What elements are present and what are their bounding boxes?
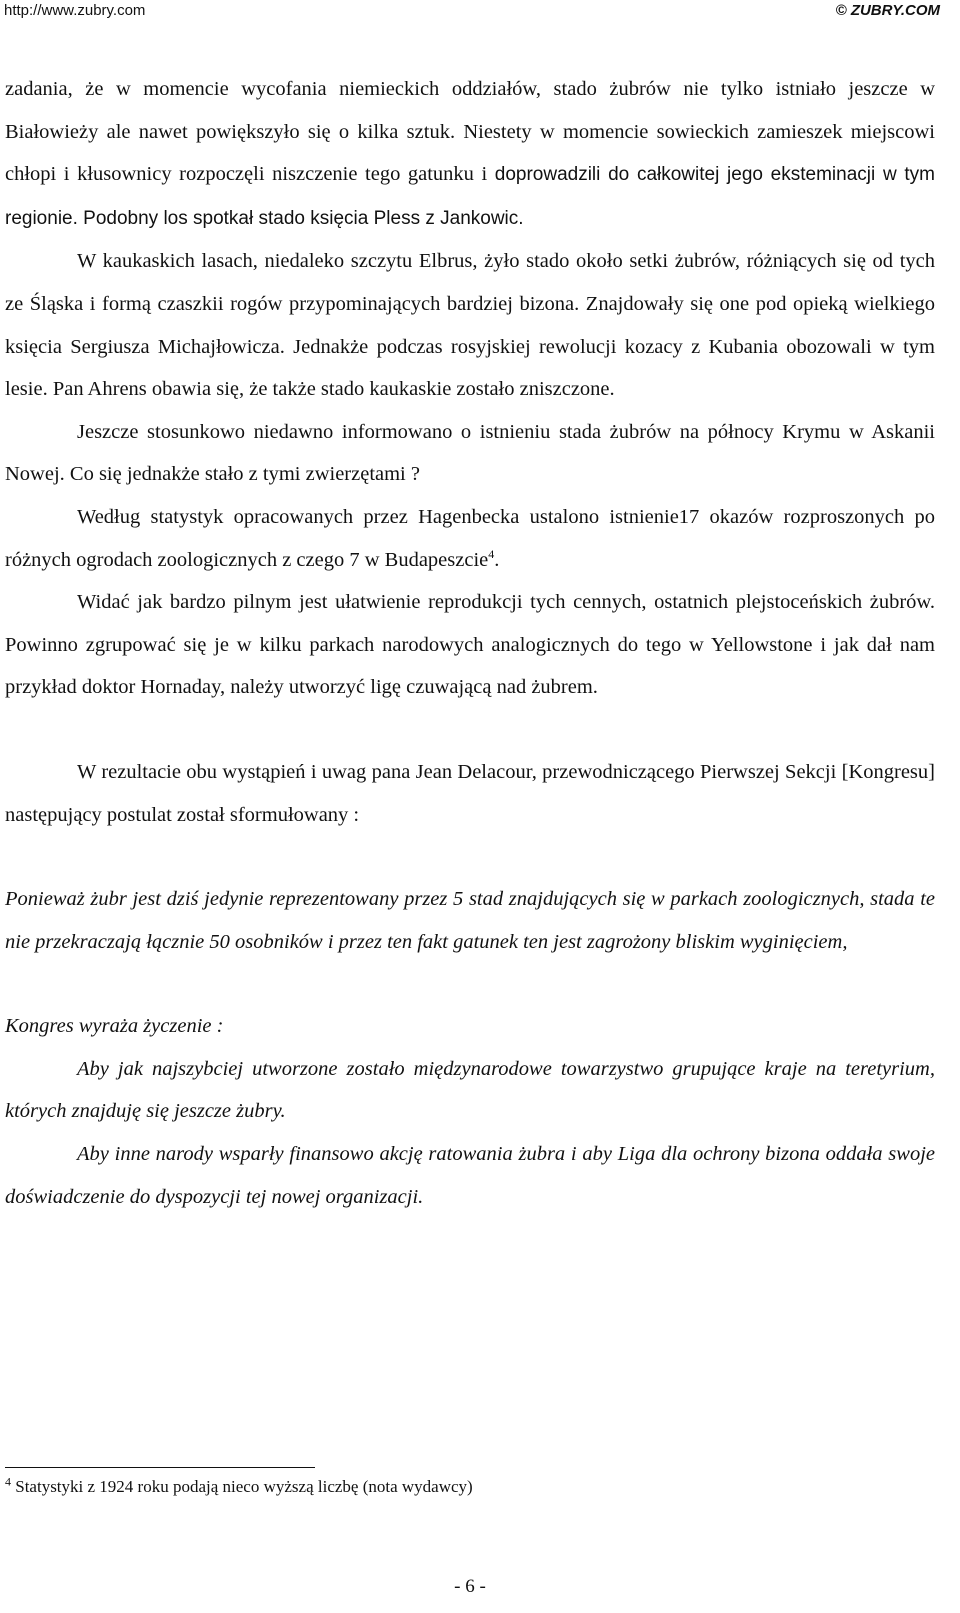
resolution-heading: Kongres wyraża życzenie : <box>5 1015 224 1038</box>
resolution-preamble: Ponieważ żubr jest dziś jedynie reprezentowany przez 5 stad znajdujących się w parkach zoologicznych, stada te nie przekraczają łącznie 50 osobników i przez ten fakt gatunek ten jest zagrożony bliskim wyginięciem, <box>5 888 935 953</box>
page-number: - 6 - <box>454 1576 486 1597</box>
paragraph-6: W rezultacie obu wystąpień i uwag pana Jean Delacour, przewodniczącego Pierwszej Sekcji [Kongresu] następujący postulat został sformułowany : <box>5 760 935 826</box>
paragraph-5: Widać jak bardzo pilnym jest ułatwienie reprodukcji tych cennych, ostatnich plejstoceńskich żubrów. Powinno zgrupować się je w kilku parkach narodowych analogicznych do tego w Yellowstone i jak dał nam przykład doktor Hornaday, należy utworzyć ligę czuwającą nad żubrem. <box>5 591 935 699</box>
paragraph-1-serif-part: zadania, że w momencie wycofania niemieckich oddziałów, stado żubrów nie tylko istniało jeszcze w Białowieży ale nawet powiększyło się o kilka sztuk. Niestety w momencie sowieckich zamieszek miejscowi chłopi i kłusownicy rozpoczęli niszczenie tego gatunku i <box>5 78 935 186</box>
paragraph-1 <box>5 68 935 240</box>
paragraph-4-text: Według statystyk opracowanych przez Hagenbecka ustalono istnienie17 okazów rozproszonych po różnych ogrodach zoologicznych z czego 7 w Budapeszcie <box>5 505 935 571</box>
spacer <box>5 709 935 751</box>
footnote-reference: 4 <box>488 546 495 561</box>
spacer <box>5 963 935 1005</box>
footnote-number: 4 <box>5 1474 11 1489</box>
spacer <box>5 836 935 878</box>
page-header <box>4 2 940 24</box>
paragraph-1-sans-part: doprowadzili do całkowitej jego eksteminacji w tym regionie. Podobny los spotkał stado księcia Pless z Jankowic. <box>5 164 935 229</box>
footnote <box>5 1472 905 1502</box>
paragraph-3: Jeszcze stosunkowo niedawno informowano o istnieniu stada żubrów na północy Krymu w Askanii Nowej. Co się jednakże stało z tymi zwierzętami ? <box>5 420 935 486</box>
footnote-divider <box>5 1467 315 1468</box>
paragraph-4 <box>5 496 935 581</box>
resolution-point-1: Aby jak najszybciej utworzone zostało międzynarodowe towarzystwo grupujące kraje na teretyrium, których znajduję się jeszcze żubry. <box>5 1057 935 1123</box>
paragraph-2: W kaukaskich lasach, niedaleko szczytu Elbrus, żyło stado około setki żubrów, różniących się od tych ze Śląska i formą czaszkii rogów przypominających bardziej bizona. Znajdowały się one pod opieką wielkiego księcia Sergiusza Michajłowicza. Jednakże podczas rosyjskiej rewolucji kozacy z Kubania obozowali w tym lesie. Pan Ahrens obawia się, że także stado kaukaskie zostało zniszczone. <box>5 250 935 401</box>
header-copyright: © ZUBRY.COM <box>835 2 940 19</box>
header-url: http://www.zubry.com <box>4 2 146 19</box>
resolution-point-2: Aby inne narody wsparły finansowo akcję ratowania żubra i aby Liga dla ochrony bizona oddała swoje doświadczenie do dyspozycji tej nowej organizacji. <box>5 1143 935 1208</box>
paragraph-4-end: . <box>494 548 500 571</box>
footnote-text: Statystyki z 1924 roku podają nieco wyższą liczbę (nota wydawcy) <box>11 1477 473 1496</box>
document-body <box>5 68 935 1218</box>
